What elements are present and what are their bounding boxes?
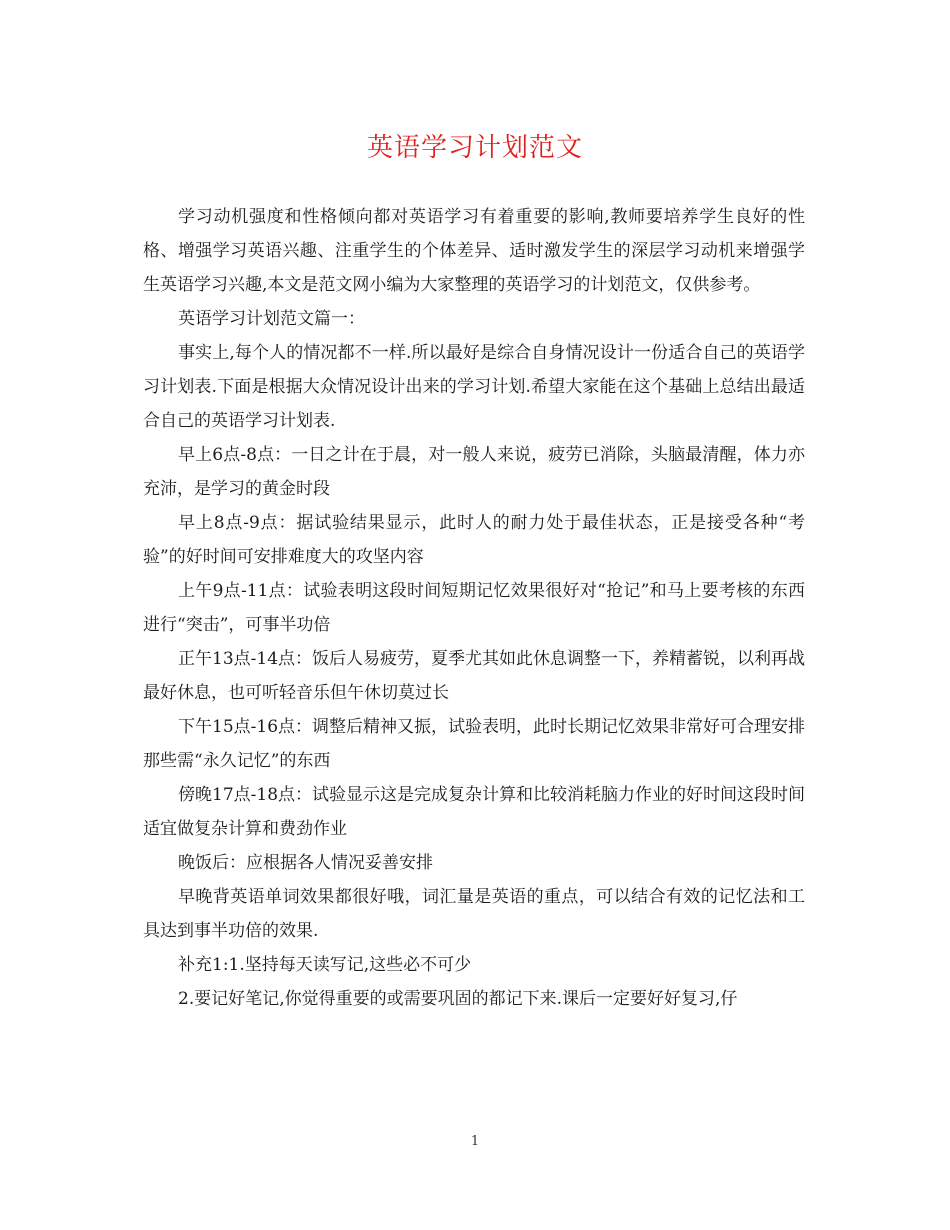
paragraph-schedule-15-16: 下午15点-16点：调整后精神又振，试验表明，此时长期记忆效果非常好可合理安排那些需“永久记忆”的东西 [143, 717, 806, 771]
paragraph-supplement: 补充1:1.坚持每天读写记,这些必不可少 [178, 955, 472, 975]
paragraph-intro: 学习动机强度和性格倾向都对英语学习有着重要的影响,教师要培养学生良好的性格、增强学习英语兴趣、注重学生的个体差异、适时激发学生的深层学习动机来增强学生英语学习兴趣,本文是范文网小编为大家整理的英语学习的计划范文，仅供参考。 [143, 207, 805, 295]
page-number: 1 [470, 1134, 480, 1149]
paragraph-section-heading: 英语学习计划范文篇一： [178, 309, 365, 329]
document-title: 英语学习计划范文 [366, 133, 583, 163]
paragraph-schedule-9-11: 上午9点-11点：试验表明这段时间短期记忆效果很好对“抢记”和马上要考核的东西进行“突击”，可事半功倍 [143, 581, 805, 635]
document-body [143, 200, 805, 1016]
paragraph-supplement: 2.要记好笔记,你觉得重要的或需要巩固的都记下来.课后一定要好好复习,仔 [178, 989, 738, 1009]
paragraph: 事实上,每个人的情况都不一样.所以最好是综合自身情况设计一份适合自己的英语学习计划表.下面是根据大众情况设计出来的学习计划.希望大家能在这个基础上总结出最适合自己的英语学习计划表. [143, 343, 805, 431]
paragraph-schedule-6-8: 早上6点-8点：一日之计在于晨，对一般人来说，疲劳已消除，头脑最清醒，体力亦充沛，是学习的黄金时段 [143, 445, 805, 499]
paragraph-schedule-17-18: 傍晚17点-18点：试验显示这是完成复杂计算和比较消耗脑力作业的好时间这段时间适宜做复杂计算和费劲作业 [143, 785, 806, 839]
paragraph-schedule-13-14: 正午13点-14点：饭后人易疲劳，夏季尤其如此休息调整一下，养精蓄锐，以利再战最好休息，也可听轻音乐但午休切莫过长 [143, 649, 806, 703]
paragraph-schedule-evening: 晚饭后：应根据各人情况妥善安排 [178, 853, 433, 873]
paragraph: 早晚背英语单词效果都很好哦，词汇量是英语的重点，可以结合有效的记忆法和工具达到事半功倍的效果. [143, 887, 805, 941]
paragraph-schedule-8-9: 早上8点-9点：据试验结果显示，此时人的耐力处于最佳状态，正是接受各种“考验”的好时间可安排难度大的攻坚内容 [143, 513, 805, 567]
